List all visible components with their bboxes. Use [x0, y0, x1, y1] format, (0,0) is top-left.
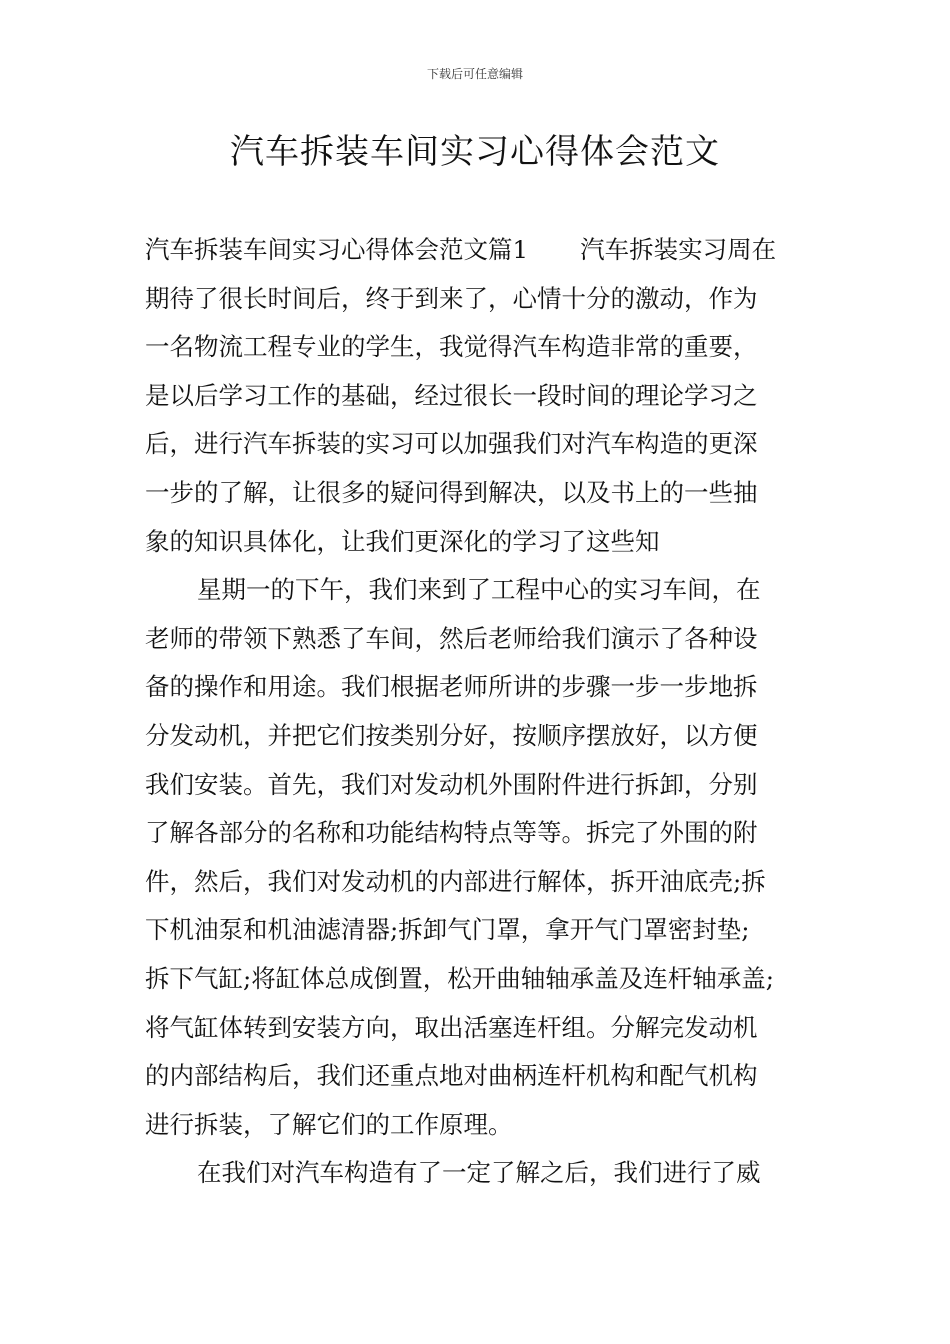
text-line: 进行拆装，了解它们的工作原理。 [145, 1109, 513, 1139]
text-line: 星期一的下午，我们来到了工程中心的实习车间，在 [197, 575, 761, 605]
text-line: 期待了很长时间后，终于到来了，心情十分的激动，作为 [145, 283, 758, 313]
text-line: 一步的了解，让很多的疑问得到解决，以及书上的一些抽 [145, 477, 758, 507]
text-line: 象的知识具体化，让我们更深化的学习了这些知 [145, 526, 660, 556]
text-line [145, 226, 813, 275]
document-title: 汽车拆装车间实习心得体会范文 [230, 132, 720, 172]
text-line: 分发动机，并把它们按类别分好，按顺序摆放好，以方便 [145, 720, 758, 750]
text-run: 汽车拆装实习周在 [580, 235, 777, 264]
text-line: 下机油泵和机油滤清器;拆卸气门罩，拿开气门罩密封垫; [145, 915, 750, 945]
text-line: 将气缸体转到安装方向，取出活塞连杆组。分解完发动机 [145, 1012, 758, 1042]
text-line: 是以后学习工作的基础，经过很长一段时间的理论学习之 [145, 380, 758, 410]
text-line: 拆下气缸;将缸体总成倒置，松开曲轴轴承盖及连杆轴承盖; [145, 963, 775, 993]
text-line: 老师的带领下熟悉了车间，然后老师给我们演示了各种设 [145, 623, 758, 653]
text-line: 的内部结构后，我们还重点地对曲柄连杆机构和配气机构 [145, 1061, 758, 1091]
text-line: 我们安装。首先，我们对发动机外围附件进行拆卸，分别 [145, 769, 758, 799]
header-note: 下载后可任意编辑 [426, 67, 523, 81]
document-body [145, 226, 813, 1198]
text-line: 备的操作和用途。我们根据老师所讲的步骤一步一步地拆 [145, 672, 758, 702]
text-line: 了解各部分的名称和功能结构特点等等。拆完了外围的附 [145, 818, 758, 848]
section-heading: 汽车拆装车间实习心得体会范文篇1 [145, 235, 529, 264]
text-line: 在我们对汽车构造有了一定了解之后，我们进行了威 [197, 1158, 761, 1188]
text-line: 件，然后，我们对发动机的内部进行解体，拆开油底壳;拆 [145, 866, 766, 896]
text-line: 一名物流工程专业的学生，我觉得汽车构造非常的重要， [145, 332, 758, 362]
text-line: 后，进行汽车拆装的实习可以加强我们对汽车构造的更深 [145, 429, 758, 459]
